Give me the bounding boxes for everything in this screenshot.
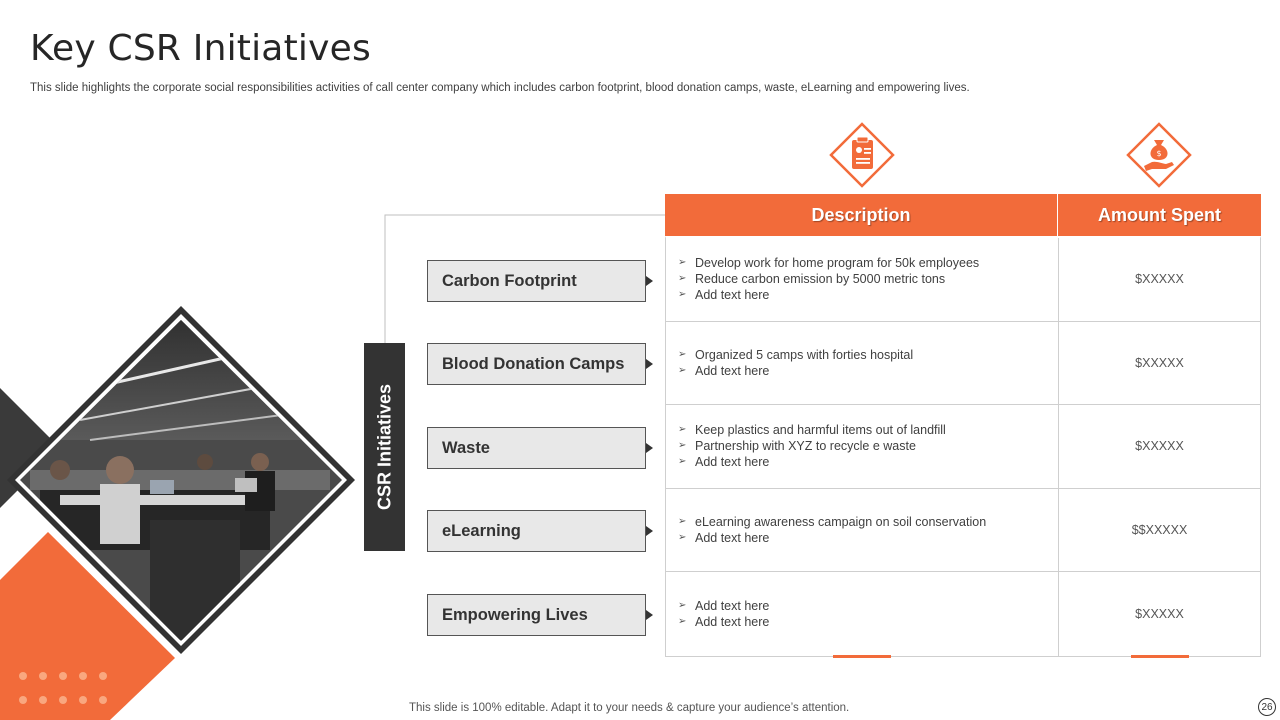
list-item (678, 255, 1058, 271)
table-header (665, 194, 1261, 236)
initiative-waste: Waste (427, 427, 646, 469)
description-cell (666, 572, 1059, 656)
list-item (678, 363, 1058, 379)
description-cell (666, 405, 1059, 488)
amount-spent-header: Amount Spent (1058, 194, 1261, 236)
description-header: Description (665, 194, 1058, 236)
footer-note: This slide is 100% editable. Adapt it to your needs & capture your audience’s attention. (409, 702, 850, 714)
accent-bar (833, 655, 891, 658)
amount-cell: $XXXXX (1135, 272, 1184, 287)
bullet-text: Add text here (695, 599, 770, 614)
description-cell (666, 489, 1059, 572)
bullet-text: Add text here (695, 455, 770, 470)
bullet-text: eLearning awareness campaign on soil conservation (695, 515, 987, 530)
bullet-arrow-icon: ➢ (678, 289, 687, 301)
table-body (665, 236, 1261, 657)
accent-bar (1131, 655, 1189, 658)
bullet-arrow-icon: ➢ (678, 532, 687, 544)
bullet-arrow-icon: ➢ (678, 456, 687, 468)
slide-subtitle: This slide highlights the corporate social responsibilities activities of call center company which includes carbon footprint, blood donation camps, waste, eLearning and empowering lives. (30, 82, 970, 94)
dot-pattern-decoration (16, 670, 116, 706)
bullet-text: Add text here (695, 615, 770, 630)
list-item (678, 454, 1058, 470)
list-item (678, 422, 1058, 438)
list-item (678, 530, 1058, 546)
bullet-arrow-icon: ➢ (678, 616, 687, 628)
bullet-text: Keep plastics and harmful items out of landfill (695, 423, 946, 438)
table-row (666, 489, 1260, 573)
table-row (666, 238, 1260, 322)
list-item (678, 614, 1058, 630)
bullet-arrow-icon: ➢ (678, 516, 687, 528)
amount-cell: $XXXXX (1135, 439, 1184, 454)
initiative-carbon-footprint: Carbon Footprint (427, 260, 646, 302)
csr-initiatives-label-text: CSR Initiatives (374, 383, 394, 511)
list-item (678, 514, 1058, 530)
office-photo-decoration (0, 0, 380, 720)
list-item (678, 347, 1058, 363)
list-item (678, 271, 1058, 287)
list-item (678, 287, 1058, 303)
bullet-text: Add text here (695, 531, 770, 546)
description-cell (666, 322, 1059, 405)
bullet-text: Organized 5 camps with forties hospital (695, 347, 914, 362)
amount-cell: $XXXXX (1135, 355, 1184, 370)
bullet-arrow-icon: ➢ (678, 273, 687, 285)
bullet-arrow-icon: ➢ (678, 440, 687, 452)
bullet-arrow-icon: ➢ (678, 257, 687, 269)
initiative-empowering-lives: Empowering Lives (427, 594, 646, 636)
table-row (666, 405, 1260, 489)
bullet-text: Add text here (695, 363, 770, 378)
bullet-text: Reduce carbon emission by 5000 metric tons (695, 272, 946, 287)
bullet-text: Add text here (695, 288, 770, 303)
slide-title: Key CSR Initiatives (30, 28, 371, 69)
amount-cell: $XXXXX (1135, 607, 1184, 622)
initiative-elearning: eLearning (427, 510, 646, 552)
list-item (678, 598, 1058, 614)
initiative-blood-donation-camps: Blood Donation Camps (427, 343, 646, 385)
description-cell (666, 238, 1059, 321)
amount-cell: $$XXXXX (1131, 523, 1188, 538)
bullet-text: Partnership with XYZ to recycle e waste (695, 439, 916, 454)
list-item (678, 438, 1058, 454)
csr-table (665, 194, 1261, 657)
bullet-arrow-icon: ➢ (678, 364, 687, 376)
svg-text:$: $ (1156, 149, 1162, 158)
bullet-text: Develop work for home program for 50k employees (695, 256, 980, 271)
bullet-arrow-icon: ➢ (678, 348, 687, 360)
page-number: 26 (1258, 698, 1276, 716)
table-row (666, 572, 1260, 656)
csr-initiatives-label (364, 343, 405, 551)
money-bag-icon (1126, 122, 1192, 188)
clipboard-icon (829, 122, 895, 188)
bullet-arrow-icon: ➢ (678, 600, 687, 612)
table-row (666, 322, 1260, 406)
bullet-arrow-icon: ➢ (678, 424, 687, 436)
